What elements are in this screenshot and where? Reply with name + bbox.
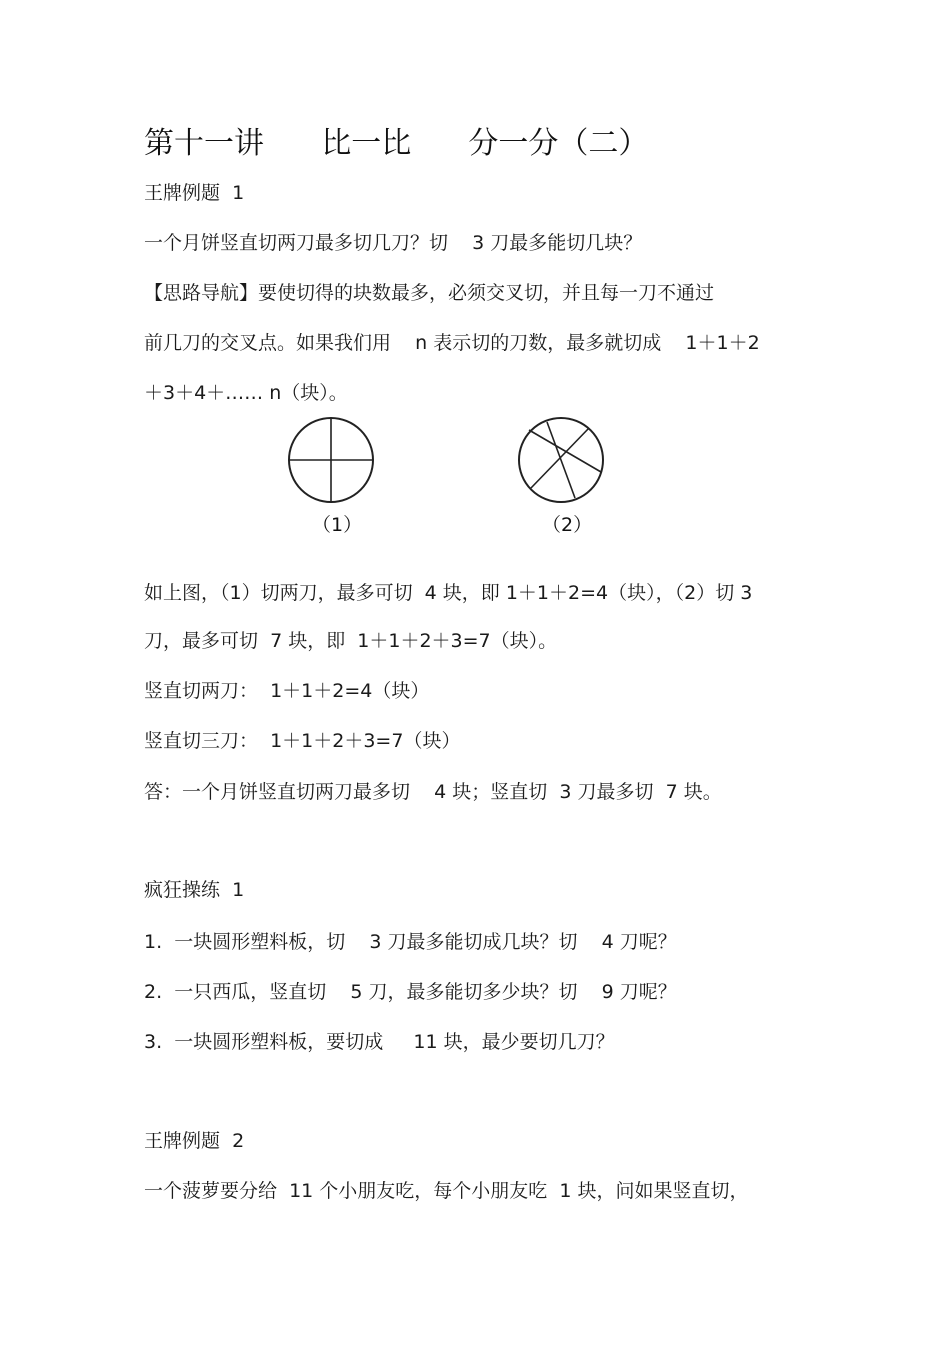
figure-two-cuts <box>283 412 383 512</box>
practice1-heading: 疯狂操练 1 <box>144 879 245 901</box>
example2-question: 一个菠萝要分给 11 个小朋友吃，每个小朋友吃 1 块，问如果竖直切， <box>144 1180 749 1202</box>
answer-line: 答：一个月饼竖直切两刀最多切 4 块；竖直切 3 刀最多切 7 块。 <box>144 781 722 803</box>
practice-item: 3. 一块圆形塑料板，要切成 11 块，最少要切几刀？ <box>144 1031 615 1053</box>
explain-line-1: 如上图，（1）切两刀，最多可切 4 块，即 1＋1＋2=4（块），（2）切 3 <box>144 582 753 604</box>
practice-item: 2. 一只西瓜，竖直切 5 刀，最多能切多少块？切 9 刀呢？ <box>144 981 677 1003</box>
equation-three-cuts: 竖直切三刀： 1＋1＋2＋3=7（块） <box>144 730 461 752</box>
guide-line-3: ＋3＋4＋…… n（块）。 <box>144 382 348 404</box>
explain-line-2: 刀，最多可切 7 块，即 1＋1＋2＋3=7（块）。 <box>144 630 558 652</box>
practice-item: 1. 一块圆形塑料板，切 3 刀最多能切成几块？切 4 刀呢？ <box>144 931 677 953</box>
figure-three-cuts <box>513 412 613 512</box>
figure-2-caption: （2） <box>542 514 593 536</box>
figure-1-caption: （1） <box>312 514 363 536</box>
example1-question: 一个月饼竖直切两刀最多切几刀？切 3 刀最多能切几块？ <box>144 232 643 254</box>
example2-heading: 王牌例题 2 <box>144 1130 245 1152</box>
guide-line-1: 【思路导航】要使切得的块数最多，必须交叉切，并且每一刀不通过 <box>144 282 715 304</box>
example1-heading: 王牌例题 1 <box>144 182 245 204</box>
guide-line-2: 前几刀的交叉点。如果我们用 n 表示切的刀数，最多就切成 1＋1＋2 <box>144 332 760 354</box>
equation-two-cuts: 竖直切两刀： 1＋1＋2=4（块） <box>144 680 430 702</box>
page-title: 第十一讲 比一比 分一分（二） <box>144 126 649 161</box>
